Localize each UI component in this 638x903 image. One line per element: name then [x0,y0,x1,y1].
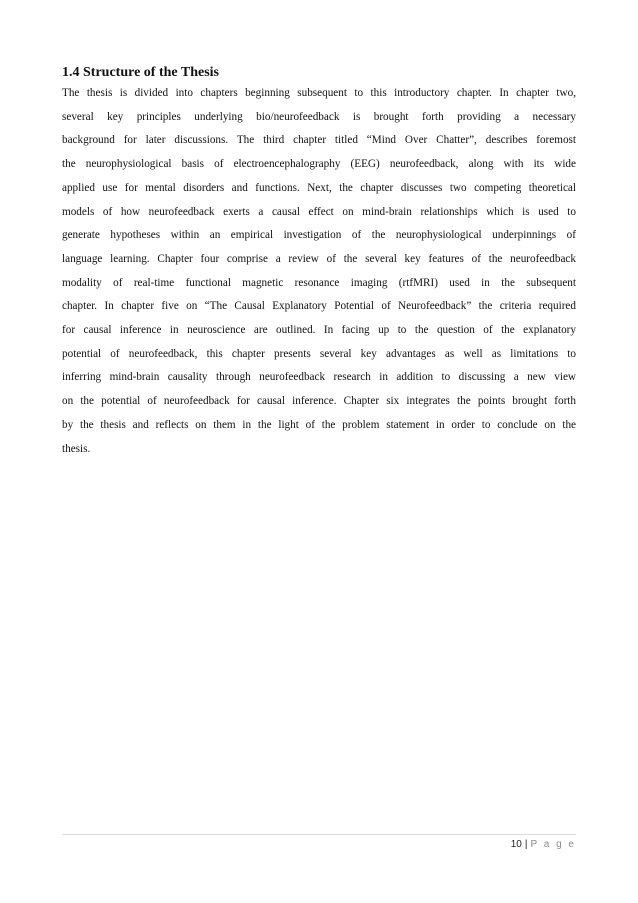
paragraph-line: language learning. Chapter four comprise a review of the several key features of the neurofeedback [62,252,576,265]
paragraph-line: background for later discussions. The third chapter titled “Mind Over Chatter”, describes foremost [62,134,576,147]
page-label: P a g e [530,839,576,850]
footer-divider [62,834,576,835]
page-footer [511,838,576,852]
paragraph-line: potential of neurofeedback, this chapter presents several key advantages as well as limitations to [62,347,576,360]
paragraph-line: thesis. [62,442,91,455]
paragraph-line: models of how neurofeedback exerts a causal effect on mind-brain relationships which is used to [62,205,576,218]
paragraph-line: several key principles underlying bio/neurofeedback is brought forth providing a necessary [62,110,576,123]
paragraph-line: The thesis is divided into chapters beginning subsequent to this introductory chapter. In chapter two, [62,87,576,99]
section-heading: 1.4 Structure of the Thesis [62,65,219,80]
paragraph-line: applied use for mental disorders and functions. Next, the chapter discusses two competing theoretical [62,181,576,194]
paragraph-line: inferring mind-brain causality through neurofeedback research in addition to discussing a new view [62,371,576,384]
paragraph-line: on the potential of neurofeedback for causal inference. Chapter six integrates the points brought forth [62,395,576,408]
paragraph-line: the neurophysiological basis of electroencephalography (EEG) neurofeedback, along with its wide [62,158,576,171]
paragraph-line: generate hypotheses within an empirical investigation of the neurophysiological underpinnings of [62,229,576,242]
paragraph-line: modality of real-time functional magnetic resonance imaging (rtfMRI) used in the subsequent [62,276,576,289]
paragraph-line: by the thesis and reflects on them in the light of the problem statement in order to conclude on the [62,418,576,431]
paragraph-line: chapter. In chapter five on “The Causal Explanatory Potential of Neurofeedback” the criteria required [62,300,576,313]
paragraph-line: for causal inference in neuroscience are outlined. In facing up to the question of the explanatory [62,324,576,337]
body-paragraph [62,82,576,461]
footer-separator: | [524,839,528,850]
page-number: 10 [510,839,522,850]
